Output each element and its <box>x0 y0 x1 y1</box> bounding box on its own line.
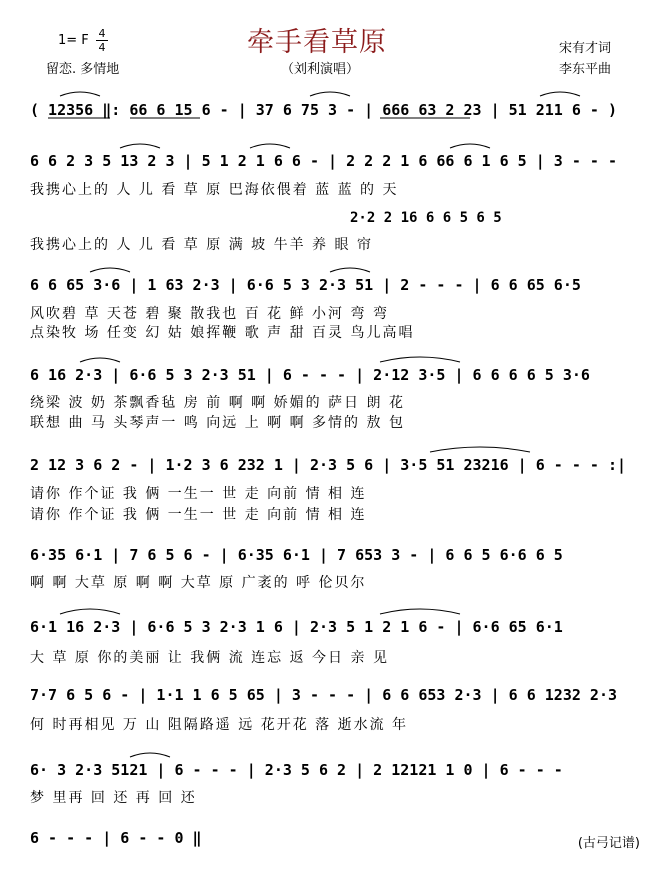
slur <box>120 144 160 148</box>
notation-line-10: 6· 3 2·3 5121 | 6 - - - | 2·3 5 6 2 | 2 12121 1 0 | 6 - - - <box>30 761 563 779</box>
lyric-line-6b: 请你 作个证 我 俩 一生一 世 走 向前 情 相 连 <box>30 507 367 523</box>
lyricist-credit: 宋有才词 <box>559 41 612 56</box>
lyric-line-10a: 梦 里再 回 还 再 回 还 <box>30 790 197 806</box>
lyric-line-5a: 绕梁 波 奶 茶飘香毡 房 前 啊 啊 娇媚的 萨日 朗 花 <box>30 395 405 411</box>
notation-line-3: 2·2 2 16 6 6 5 6 5 <box>350 210 502 226</box>
mood-marking: 留恋. 多情地 <box>46 62 120 77</box>
slur <box>540 92 580 96</box>
slur <box>450 144 490 148</box>
transcriber-credit: (古弓记谱) <box>577 836 640 851</box>
slur <box>430 447 530 452</box>
notation-line-7: 6·35 6·1 | 7 6 5 6 - | 6·35 6·1 | 7 653 3 - | 6 6 5 6·6 6 5 <box>30 546 563 564</box>
slur <box>330 268 370 272</box>
lyric-line-4b: 点染牧 场 任变 幻 姑 娘挥鞭 歌 声 甜 百灵 鸟儿高唱 <box>30 325 415 341</box>
notation-line-8: 6·1 16 2·3 | 6·6 5 3 2·3 1 6 | 2·3 5 1 2 1 6 - | 6·6 65 6·1 <box>30 618 563 636</box>
slur <box>130 753 170 757</box>
lyric-line-5b: 联想 曲 马 头琴声一 鸣 向远 上 啊 啊 多情的 敖 包 <box>30 415 405 431</box>
lyric-line-8a: 大 草 原 你的美丽 让 我俩 流 连忘 返 今日 亲 见 <box>30 650 389 666</box>
notation-line-6: 2 12 3 6 2 - | 1·2 3 6 232 1 | 2·3 5 6 | 3·5 51 23216 | 6 - - - :| <box>30 456 627 474</box>
time-signature-bottom: 4 <box>98 41 106 54</box>
lyric-line-4a: 风吹碧 草 天苍 碧 聚 散我也 百 花 鲜 小河 弯 弯 <box>30 306 389 322</box>
time-signature-top: 4 <box>98 27 106 40</box>
key-signature: 1= F <box>58 33 89 48</box>
slur <box>90 268 130 272</box>
notation-line-5: 6 16 2·3 | 6·6 5 3 2·3 51 | 6 - - - | 2·12 3·5 | 6 6 6 6 5 3·6 <box>30 366 590 384</box>
lyric-line-9a: 何 时再相见 万 山 阻隔路遥 远 花开花 落 逝水流 年 <box>30 717 409 733</box>
slur <box>310 92 350 96</box>
lyric-line-7a: 啊 啊 大草 原 啊 啊 大草 原 广袤的 呼 伦贝尔 <box>30 575 367 591</box>
slur <box>60 609 120 614</box>
notation-line-4: 6 6 65 3·6 | 1 63 2·3 | 6·6 5 3 2·3 51 | 2 - - - | 6 6 65 6·5 <box>30 276 581 294</box>
notation-line-1: ( 12356 ‖: 66 6 15 6 - | 37 6 75 3 - | 666 63 2 23 | 51 211 6 - ) <box>30 101 617 119</box>
notation-line-9: 7·7 6 5 6 - | 1·1 1 6 5 65 | 3 - - - | 6 6 653 2·3 | 6 6 1232 2·3 <box>30 686 617 704</box>
composer-credit: 李东平曲 <box>559 62 612 77</box>
notation-line-2: 6 6 2 3 5 13 2 3 | 5 1 2 1 6 6 - | 2 2 2 1 6 66 6 1 6 5 | 3 - - - <box>30 152 617 170</box>
lyric-line-3a: 我携心上的 人 儿 看 草 原 满 坡 牛羊 养 眼 帘 <box>30 237 373 253</box>
singer-credit: （刘利演唱） <box>281 62 360 77</box>
slur <box>380 357 460 362</box>
notation-line-11: 6 - - - | 6 - - 0 ‖ <box>30 829 202 847</box>
slur <box>380 609 460 614</box>
lyric-line-6a: 请你 作个证 我 俩 一生一 世 走 向前 情 相 连 <box>30 486 367 502</box>
slur <box>250 144 290 148</box>
lyric-line-2a: 我携心上的 人 儿 看 草 原 巴海依偎着 蓝 蓝 的 天 <box>30 182 399 198</box>
slur <box>80 358 120 362</box>
slur <box>60 92 100 96</box>
song-title: 牵手看草原 <box>247 27 387 58</box>
